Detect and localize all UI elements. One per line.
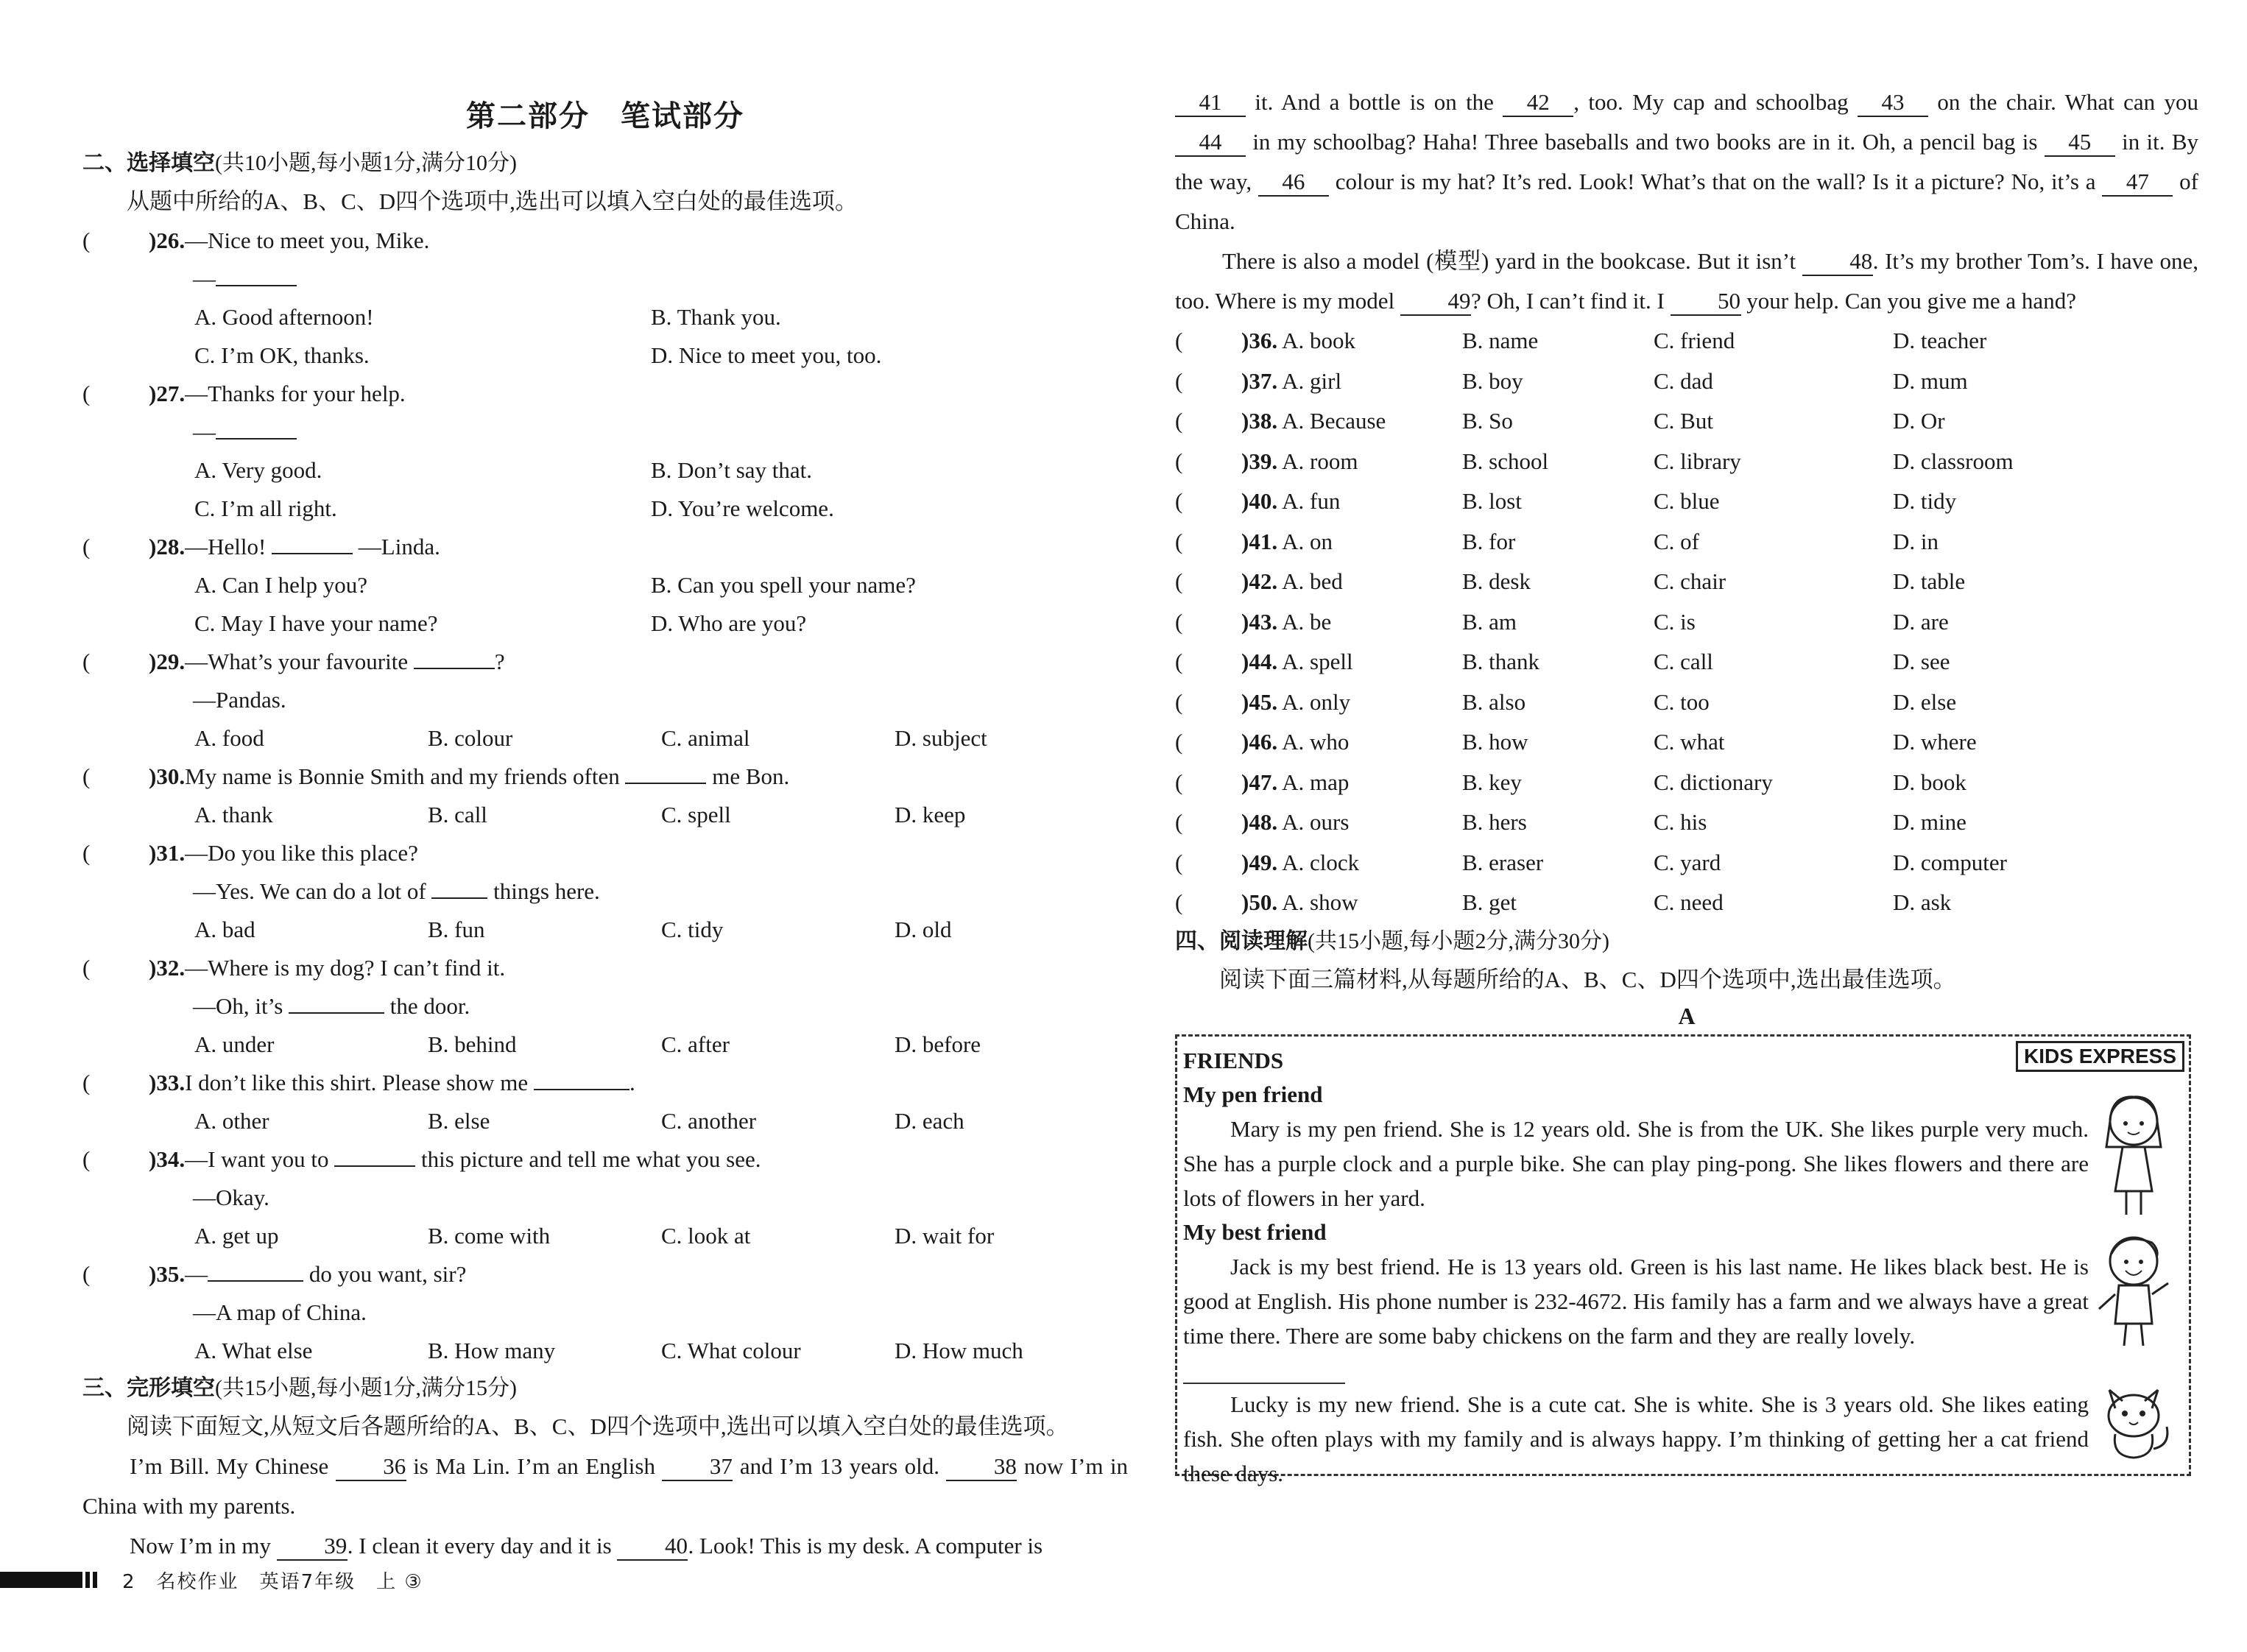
answer-paren[interactable]: ( <box>82 1261 91 1287</box>
option-a: A. who <box>1282 729 1350 755</box>
option-c: C. yard <box>1654 849 1721 875</box>
section-4-instructions: 阅读下面三篇材料,从每题所给的A、B、C、D四个选项中,选出最佳选项。 <box>1219 966 1956 992</box>
section-4-heading: 四、阅读理解(共15小题,每小题2分,满分30分) <box>1175 928 1609 953</box>
footer-ticks <box>85 1572 100 1588</box>
question-33: ( )33.I don’t like this shirt. Please show me . A. other B. else C. another D. each <box>82 1064 1128 1140</box>
option-a: A. map <box>1282 769 1350 795</box>
answer-blank[interactable] <box>216 260 297 286</box>
answer-paren[interactable]: ( <box>82 649 91 674</box>
question-number: )36. <box>1241 328 1278 353</box>
cloze-blank-37[interactable]: 37 <box>662 1453 733 1481</box>
question-number: )43. <box>1241 608 1278 635</box>
option-d: D. mum <box>1893 367 1968 394</box>
answer-blank[interactable] <box>289 987 384 1014</box>
cloze-option-row <box>1175 481 2198 522</box>
answer-paren[interactable]: ( <box>1175 408 1183 434</box>
question-29: ( )29.—What’s your favourite ? —Pandas. A. food B. colour C. animal D. subject <box>82 643 1128 758</box>
answer-paren[interactable]: ( <box>1175 328 1183 353</box>
option-b: B. boy <box>1462 367 1523 394</box>
option-a: A. clock <box>1282 849 1360 875</box>
footer-bar <box>0 1572 82 1588</box>
question-number: )48. <box>1241 809 1278 835</box>
answer-blank[interactable] <box>431 872 487 899</box>
option-c: C. But <box>1654 408 1713 434</box>
cloze-blank-38[interactable]: 38 <box>946 1453 1017 1481</box>
question-number: )46. <box>1241 729 1278 755</box>
answer-paren[interactable]: ( <box>1175 608 1183 635</box>
cloze-blank-45[interactable]: 45 <box>2045 129 2115 157</box>
option-c: C. dad <box>1654 367 1713 394</box>
cloze-blank-47[interactable]: 47 <box>2102 169 2173 197</box>
option-d: D. tidy <box>1893 488 1957 514</box>
cloze-option-row <box>1175 361 2198 402</box>
answer-paren[interactable]: ( <box>1175 448 1183 474</box>
answer-paren[interactable]: ( <box>1175 568 1183 594</box>
option-a: A. bed <box>1282 568 1343 594</box>
cloze-blank-40[interactable]: 40 <box>617 1533 688 1561</box>
option-c: C. dictionary <box>1654 769 1773 795</box>
book-name: 名校作业 <box>156 1570 239 1593</box>
answer-blank[interactable] <box>534 1064 629 1090</box>
answer-paren[interactable]: ( <box>82 534 91 560</box>
cloze-blank-48[interactable]: 48 <box>1802 248 1873 276</box>
answer-paren[interactable]: ( <box>82 1070 91 1095</box>
passage-subheading-2: My best friend <box>1183 1218 1327 1245</box>
option-b: B. So <box>1462 408 1513 434</box>
question-number: )50. <box>1241 889 1278 915</box>
passage-paragraph-1: Mary is my pen friend. She is 12 years old. She is from the UK. She likes purple very much. She has a purple clock and a purple bike. She can play ping-pong. She likes flowers and there are lots of flowers in her yard. <box>1183 1115 2089 1211</box>
cloze-option-row <box>1175 802 2198 843</box>
option-b: B. hers <box>1462 809 1527 835</box>
option-a: A. fun <box>1282 488 1341 514</box>
answer-blank[interactable] <box>414 643 495 669</box>
option-c: C. library <box>1654 448 1741 474</box>
cloze-option-row <box>1175 642 2198 682</box>
answer-blank[interactable] <box>272 528 353 554</box>
answer-paren[interactable]: ( <box>82 955 91 981</box>
cloze-blank-46[interactable]: 46 <box>1258 169 1329 197</box>
answer-blank[interactable] <box>216 413 297 440</box>
option-d: D. classroom <box>1893 448 2014 474</box>
option-a: A. room <box>1282 448 1358 474</box>
option-b: B. key <box>1462 769 1522 795</box>
question-number: )42. <box>1241 568 1278 594</box>
question-number: )49. <box>1241 849 1278 875</box>
kids-express-badge: KIDS EXPRESS <box>2016 1041 2184 1072</box>
option-c: C. too <box>1654 688 1710 715</box>
option-c: C. is <box>1654 608 1696 635</box>
option-c: C. what <box>1654 729 1725 755</box>
answer-paren[interactable]: ( <box>1175 889 1183 915</box>
question-31: ( )31.—Do you like this place? —Yes. We can do a lot of things here. A. bad B. fun C. tidy D. old <box>82 834 1128 949</box>
page-title: 第二部分 笔试部分 <box>466 99 744 133</box>
question-27: ( )27.—Thanks for your help. — A. Very good. B. Don’t say that. C. I’m all right. D. You’re welcome. <box>82 375 1128 528</box>
option-a: A. spell <box>1282 649 1353 674</box>
option-b: B. name <box>1462 328 1539 353</box>
option-c: C. blue <box>1654 488 1720 514</box>
passage-subheading-1: My pen friend <box>1183 1081 1323 1107</box>
cloze-option-row <box>1175 401 2198 442</box>
right-column <box>1175 82 2199 1486</box>
option-b: B. also <box>1462 688 1526 715</box>
answer-blank[interactable] <box>208 1255 303 1282</box>
cloze-options <box>1175 321 2198 923</box>
cloze-option-row <box>1175 522 2198 562</box>
boy-illustration-icon <box>2093 1228 2174 1353</box>
cloze-option-row <box>1175 843 2198 883</box>
question-35: ( )35.— do you want, sir? —A map of China. A. What else B. How many C. What colour D. How much <box>82 1255 1128 1370</box>
option-d: D. table <box>1893 568 1966 594</box>
option-d: D. Or <box>1893 408 1945 434</box>
cloze-blank-42[interactable]: 42 <box>1503 89 1573 117</box>
cloze-blank-39[interactable]: 39 <box>277 1533 348 1561</box>
subject-grade: 英语7年级 <box>259 1570 356 1593</box>
option-b: B. lost <box>1462 488 1522 514</box>
answer-paren[interactable]: ( <box>1175 367 1183 394</box>
option-c: C. call <box>1654 649 1713 674</box>
option-d: D. in <box>1893 528 1939 554</box>
option-a: A. book <box>1282 328 1356 353</box>
option-d: D. ask <box>1893 889 1952 915</box>
option-a: A. girl <box>1282 367 1342 394</box>
option-d: D. where <box>1893 729 1977 755</box>
option-b: B. for <box>1462 528 1516 554</box>
question-number: )38. <box>1241 408 1278 434</box>
question-number: )40. <box>1241 488 1278 514</box>
option-a: A. Because <box>1282 408 1386 434</box>
option-c: C. chair <box>1654 568 1726 594</box>
cloze-paragraph-1: I’m Bill. My Chinese 36 is Ma Lin. I’m an English 37 and I’m 13 years old. 38 now I’m in China with my parents. <box>82 1453 1128 1519</box>
page-number: 2 <box>122 1570 136 1593</box>
section-3-heading: 三、完形填空(共15小题,每小题1分,满分15分) <box>82 1376 517 1400</box>
option-b: B. desk <box>1462 568 1531 594</box>
section-2-heading: 二、选择填空(共10小题,每小题1分,满分10分) <box>82 151 517 175</box>
option-c: C. friend <box>1654 328 1735 353</box>
cloze-blank-43[interactable]: 43 <box>1858 89 1928 117</box>
passage-heading: FRIENDS <box>1183 1047 1284 1073</box>
question-34: ( )34.—I want you to this picture and tell me what you see. —Okay. A. get up B. come with C. look at D. wait for <box>82 1140 1128 1255</box>
option-a: A. only <box>1282 688 1351 715</box>
option-c: C. need <box>1654 889 1724 915</box>
option-b: B. am <box>1462 608 1517 635</box>
cloze-paragraph-2: Now I’m in my 39. I clean it every day and it is 40. Look! This is my desk. A computer is <box>82 1526 1128 1566</box>
option-b: B. get <box>1462 889 1517 915</box>
question-32: ( )32.—Where is my dog? I can’t find it. —Oh, it’s the door. A. under B. behind C. after D. before <box>82 949 1128 1064</box>
cloze-option-row <box>1175 883 2198 923</box>
answer-paren[interactable]: ( <box>82 1146 91 1172</box>
answer-paren[interactable]: ( <box>1175 488 1183 514</box>
answer-paren[interactable]: ( <box>1175 809 1183 835</box>
cloze-blank-36[interactable]: 36 <box>336 1453 406 1481</box>
cat-illustration-icon <box>2093 1375 2174 1464</box>
answer-blank[interactable] <box>334 1140 415 1167</box>
section-2-instructions: 从题中所给的A、B、C、D四个选项中,选出可以填入空白处的最佳选项。 <box>127 188 858 214</box>
question-26: ( )26.—Nice to meet you, Mike. — A. Good afternoon! B. Thank you. C. I’m OK, thanks. D. Nice to meet you, too. <box>82 222 1128 375</box>
option-d: D. are <box>1893 608 1949 635</box>
page-footer <box>0 1567 444 1593</box>
answer-paren[interactable]: ( <box>1175 649 1183 674</box>
question-30: ( )30.My name is Bonnie Smith and my friends often me Bon. A. thank B. call C. spell D. keep <box>82 758 1128 834</box>
cloze-option-row <box>1175 562 2198 602</box>
option-b: B. thank <box>1462 649 1540 674</box>
option-d: D. teacher <box>1893 328 1987 353</box>
option-a: A. show <box>1282 889 1358 915</box>
question-number: )47. <box>1241 769 1278 795</box>
cloze-option-row <box>1175 602 2198 643</box>
option-b: B. school <box>1462 448 1549 474</box>
missing-heading-blank[interactable] <box>1183 1353 1345 1384</box>
cloze-option-row <box>1175 682 2198 723</box>
answer-blank[interactable] <box>625 758 706 784</box>
answer-paren[interactable]: ( <box>1175 528 1183 554</box>
cloze-blank-50[interactable]: 50 <box>1671 288 1741 316</box>
cloze-option-row <box>1175 763 2198 803</box>
cloze-option-row <box>1175 722 2198 763</box>
cloze-option-row <box>1175 321 2198 361</box>
answer-paren[interactable]: ( <box>82 840 91 866</box>
cloze-paragraph-2-continued: 41 it. And a bottle is on the 42 , too. My cap and schoolbag 43 on the chair. What can you 44 in my schoolbag? Haha! Three baseballs and two books are in it. Oh, a pencil bag is 45 in it. By the way, 46 colour is my hat? It’s red. Look! What’s that on the wall? Is it a picture? No, it’s a 47 of China. <box>1175 89 2199 234</box>
cloze-option-row <box>1175 442 2198 482</box>
option-d: D. book <box>1893 769 1966 795</box>
option-a: A. on <box>1282 528 1333 554</box>
option-d: D. computer <box>1893 849 2007 875</box>
option-a: A. be <box>1282 608 1332 635</box>
cloze-paragraph-3: There is also a model (模型) yard in the bookcase. But it isn’t 48. It’s my brother Tom’s. I have one, too. Where is my model 49? Oh, I can’t find it. I 50 your help. Can you give me a hand? <box>1175 241 2198 321</box>
passage-paragraph-2: Jack is my best friend. He is 13 years old. Green is his last name. He likes black best. He is good at English. His phone number is 232-4672. His family has a farm and we always have a great time there. There are some baby chickens on the farm and they are really lovely. <box>1183 1253 2089 1349</box>
girl-illustration-icon <box>2093 1088 2174 1221</box>
cloze-blank-44[interactable]: 44 <box>1175 129 1246 157</box>
answer-paren[interactable]: ( <box>82 227 91 253</box>
passage-paragraph-3: Lucky is my new friend. She is a cute cat. She is white. She is 3 years old. She likes eating fish. She often plays with my family and is always happy. I’m thinking of getting her a cat friend these days. <box>1183 1391 2089 1486</box>
option-c: C. of <box>1654 528 1699 554</box>
section-3-instructions: 阅读下面短文,从短文后各题所给的A、B、C、D四个选项中,选出可以填入空白处的最佳选项。 <box>127 1413 1069 1439</box>
option-d: D. see <box>1893 649 1950 674</box>
question-number: )41. <box>1241 528 1278 554</box>
option-b: B. how <box>1462 729 1528 755</box>
option-c: C. his <box>1654 809 1707 835</box>
option-a: A. ours <box>1282 809 1350 835</box>
answer-paren[interactable]: ( <box>1175 769 1183 795</box>
passage-a-box <box>1175 1034 2191 1486</box>
cloze-blank-41[interactable]: 41 <box>1175 89 1246 117</box>
cloze-blank-49[interactable]: 49 <box>1400 288 1471 316</box>
question-number: )45. <box>1241 688 1278 715</box>
option-b: B. eraser <box>1462 849 1544 875</box>
answer-paren[interactable]: ( <box>1175 729 1183 755</box>
answer-paren[interactable]: ( <box>82 763 91 789</box>
answer-paren[interactable]: ( <box>1175 849 1183 875</box>
left-column <box>82 81 1128 1566</box>
question-28: ( )28.—Hello! —Linda. A. Can I help you? B. Can you spell your name? C. May I have your name? D. Who are you? <box>82 528 1128 643</box>
volume: 上 ③ <box>376 1570 423 1593</box>
option-d: D. else <box>1893 688 1957 715</box>
question-number: )44. <box>1241 649 1278 674</box>
question-number: )39. <box>1241 448 1278 474</box>
answer-paren[interactable]: ( <box>1175 688 1183 715</box>
passage-a-label: A <box>1678 1002 1696 1029</box>
option-d: D. mine <box>1893 809 1966 835</box>
answer-paren[interactable]: ( <box>82 381 91 406</box>
question-number: )37. <box>1241 367 1278 394</box>
